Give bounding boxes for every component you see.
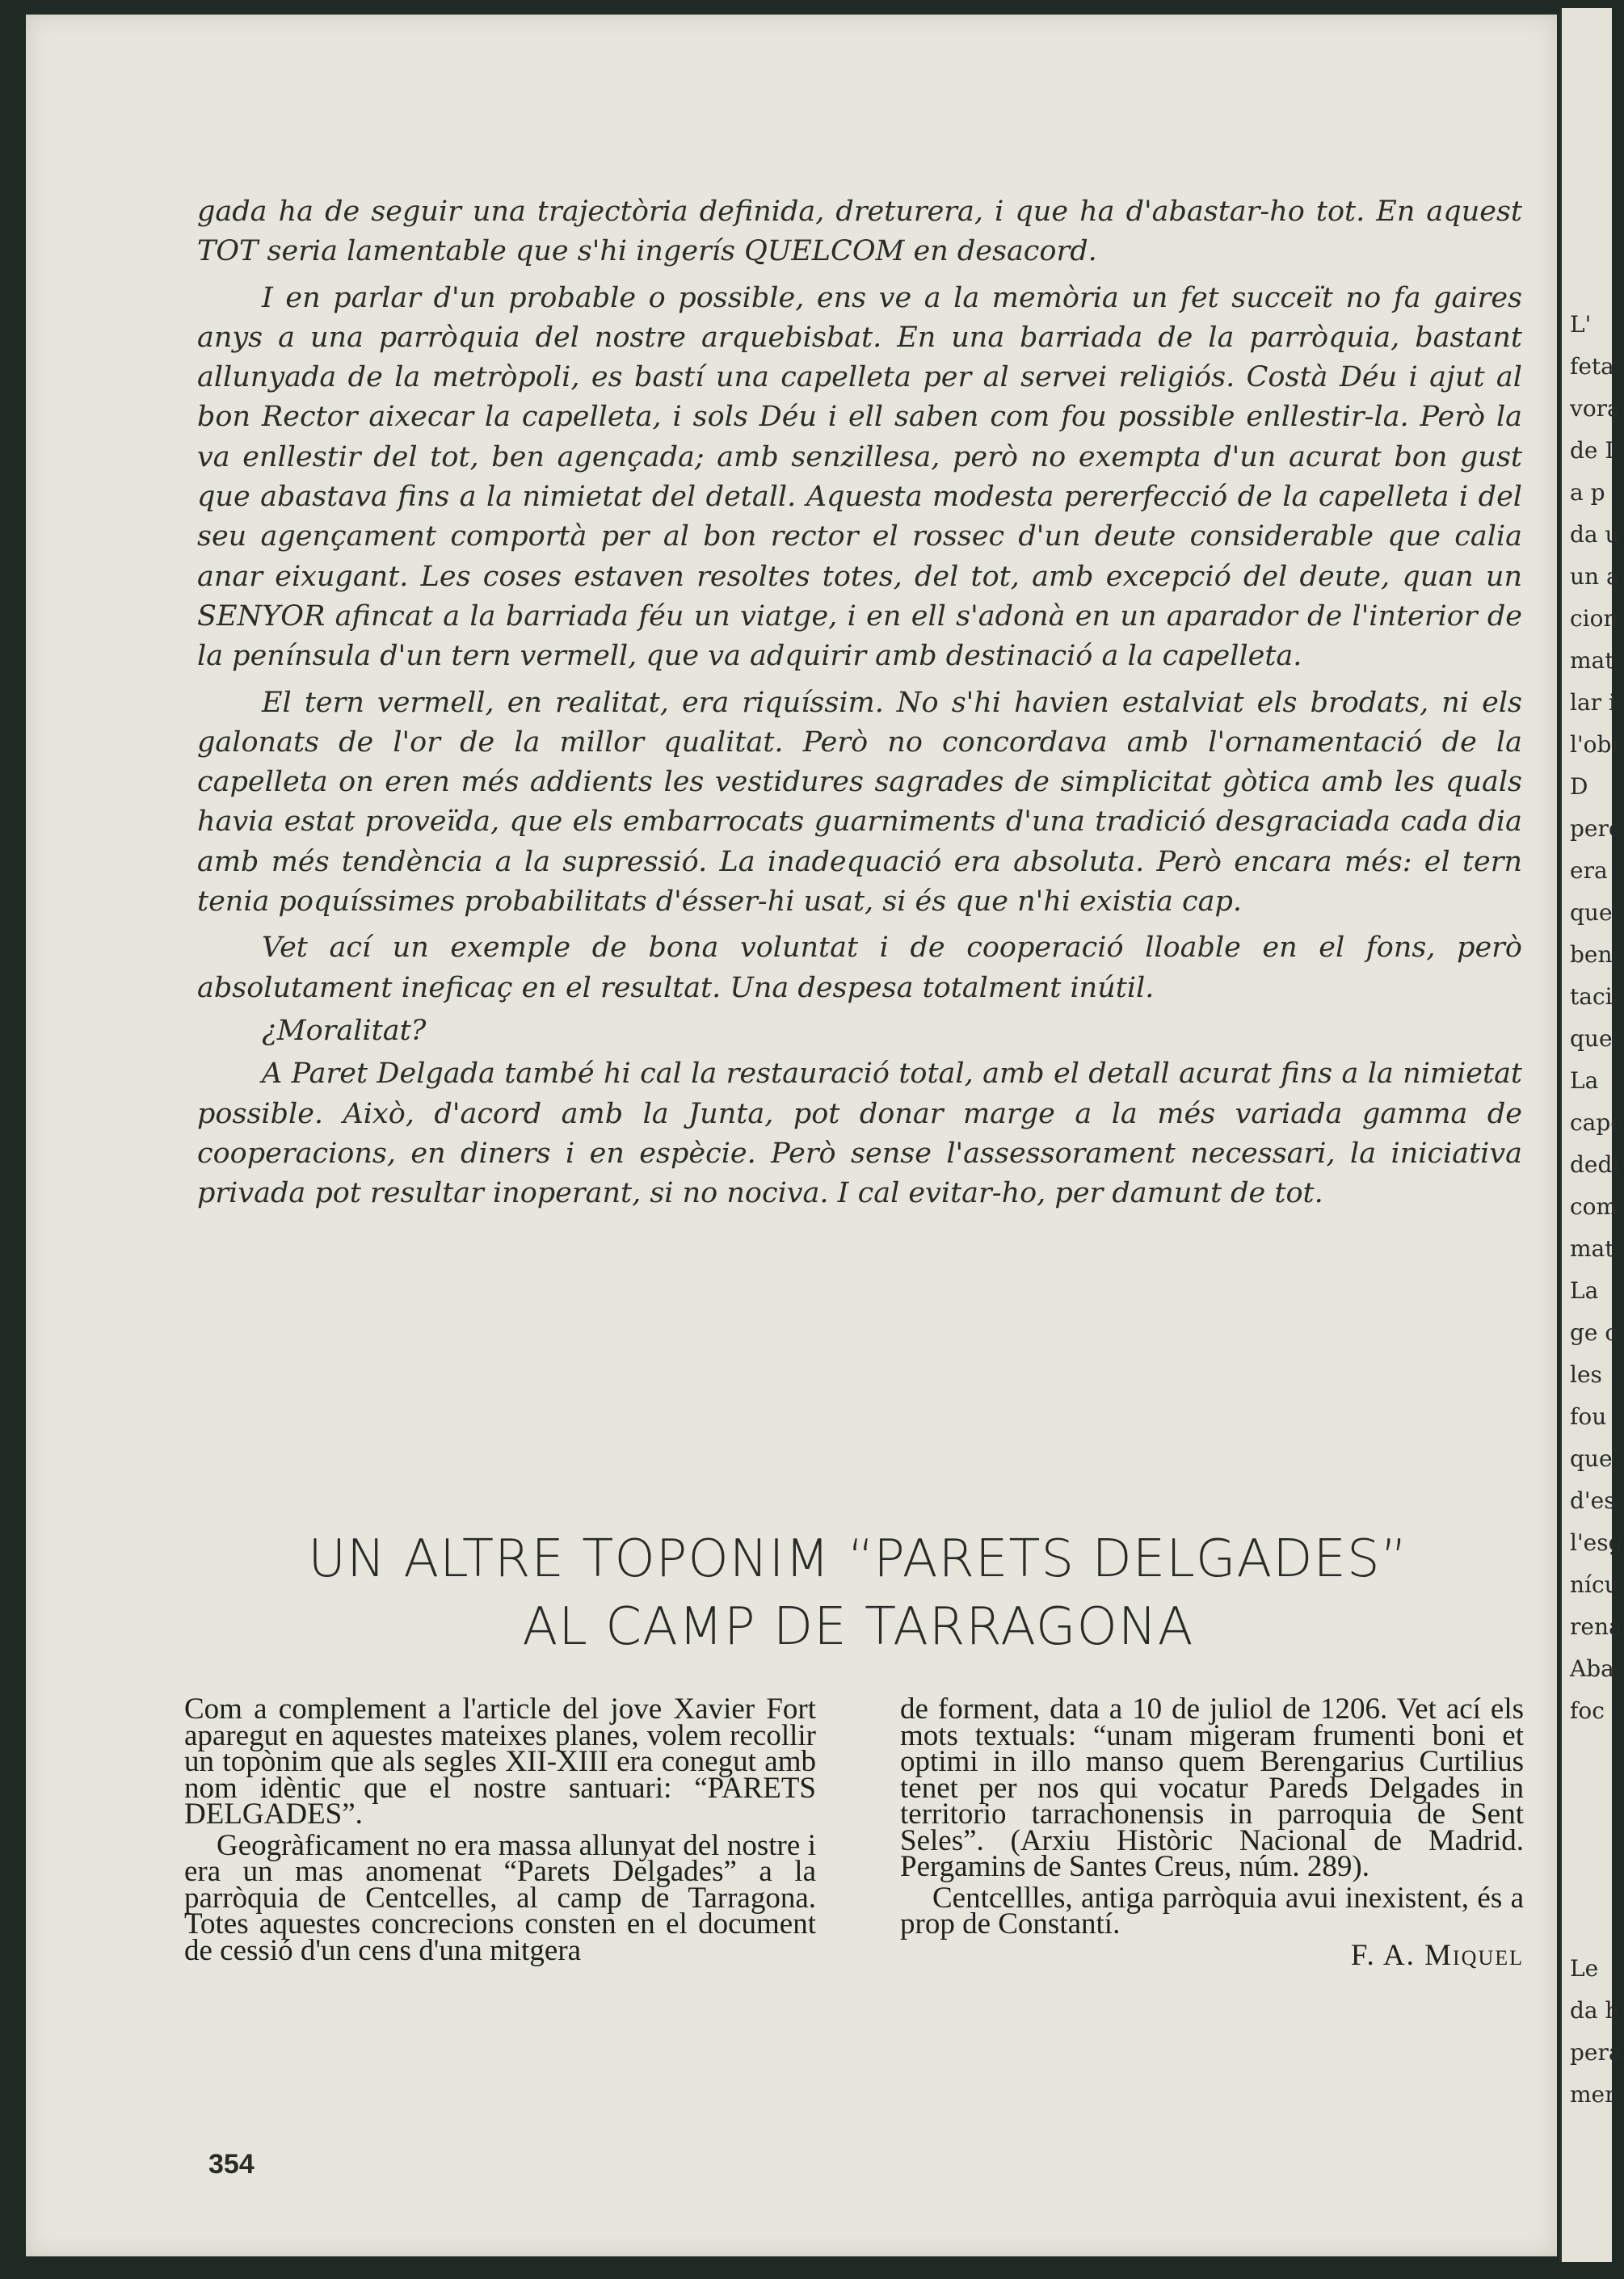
article-paragraph: gada ha de seguir una trajectòria definida, dreturera, i que ha d'abastar-ho tot. En aquest TOT seria lamentable que s'hi ingerís QUELCOM en desacord. bbox=[197, 196, 1522, 268]
article-paragraph: ¿Moralitat? bbox=[262, 1014, 427, 1047]
right-column bbox=[900, 1692, 1524, 1974]
edge-fragment: Le bbox=[1570, 1955, 1599, 1982]
edge-fragment: l'obr bbox=[1570, 731, 1622, 758]
section-title-line-1: UN ALTRE TOPONIM “PARETS DELGADES” bbox=[308, 1529, 1408, 1589]
edge-fragment: D bbox=[1570, 773, 1588, 800]
column-paragraph: de forment, data a 10 de juliol de 1206. Vet ací els mots textuals: “unam migeram frumenti boni et optimi in illo manso quem Berengarius Curtilius tenet per nos qui vocatur Pareds Delgades in territorio tarrachonensis in parroquia de Sent Seles”. (Arxiu Històric Nacional de Madrid. Pergamins de Santes Creus, núm. 289). bbox=[900, 1692, 1524, 1883]
edge-fragment: ben bbox=[1570, 941, 1613, 968]
magazine-page bbox=[26, 15, 1557, 2256]
edge-fragment: Aba bbox=[1570, 1655, 1614, 1682]
edge-fragment: da u bbox=[1570, 521, 1620, 548]
edge-fragment: dedi bbox=[1570, 1151, 1620, 1178]
edge-fragment: La bbox=[1570, 1067, 1599, 1094]
edge-fragment: les bbox=[1570, 1361, 1602, 1388]
edge-fragment: a p bbox=[1570, 479, 1605, 506]
edge-fragment: que bbox=[1570, 1025, 1613, 1052]
edge-fragment: perc bbox=[1570, 815, 1622, 842]
article-paragraph: Vet ací un exemple de bona voluntat i de cooperació lloable en el fons, però absolutament ineficaç en el resultat. Una despesa totalment inútil. bbox=[197, 931, 1522, 1004]
edge-fragment: ge c bbox=[1570, 1319, 1618, 1346]
edge-fragment: taci bbox=[1570, 983, 1613, 1010]
edge-fragment: pera bbox=[1570, 2039, 1622, 2066]
edge-fragment: que bbox=[1570, 899, 1613, 926]
author-signature: F. A. Miquel bbox=[1350, 1938, 1524, 1972]
section-title bbox=[147, 1525, 1569, 1661]
left-column bbox=[184, 1692, 816, 1969]
edge-fragment: cape bbox=[1570, 1109, 1624, 1136]
edge-fragment: de I bbox=[1570, 437, 1614, 464]
edge-fragment: l'esg bbox=[1570, 1529, 1623, 1556]
edge-fragment: La bbox=[1570, 1277, 1599, 1304]
adjacent-page-edge bbox=[1559, 8, 1624, 2262]
edge-fragment: era bbox=[1570, 857, 1608, 884]
edge-fragment: mat bbox=[1570, 1235, 1614, 1262]
edge-fragment: fou bbox=[1570, 1403, 1607, 1430]
edge-fragment: un a bbox=[1570, 563, 1620, 590]
edge-fragment: da h bbox=[1570, 1997, 1620, 2024]
column-paragraph: Com a complement a l'article del jove Xavier Fort aparegut en aquestes mateixes planes, volem recollir un topònim que als segles XII-XIII era conegut amb nom idèntic que el nostre santuari: “PARETS DELGADES”. bbox=[184, 1692, 816, 1831]
edge-fragment: foc bbox=[1570, 1697, 1605, 1724]
article-body bbox=[197, 192, 1522, 1220]
edge-fragment: lar i bbox=[1570, 689, 1616, 716]
edge-fragment: que bbox=[1570, 1445, 1613, 1472]
column-paragraph: Centcellles, antiga parròquia avui inexistent, és a prop de Constantí. bbox=[900, 1881, 1524, 1941]
article-paragraph: I en parlar d'un probable o possible, ens ve a la memòria un fet succeït no fa gaires anys a una parròquia del nostre arquebisbat. En una barriada de la parròquia, bastant allunyada de la metròpoli, es bastí una capelleta per al servei religiós. Costà Déu i ajut al bon Rector aixecar la capelleta, i sols Déu i ell saben com fou possible enllestir-la. Però la va enllestir del tot, ben agençada; amb senzillesa, però no exempta d'un acurat bon gust que abastava fins a la nimietat del detall. Aquesta modesta pererfecció de la capelleta i del seu agençament comportà per al bon rector el rossec d'un deute considerable que calia anar eixugant. Les coses estaven resoltes totes, del tot, amb excepció del deute, quan un SENYOR afincat a la barriada féu un viatge, i en ell s'adonà en un aparador de l'interior de la península d'un tern vermell, que va adquirir amb destinació a la capelleta. bbox=[197, 281, 1522, 673]
edge-fragment: rena bbox=[1570, 1613, 1622, 1640]
edge-fragment: mat bbox=[1570, 647, 1614, 674]
article-paragraph: El tern vermell, en realitat, era riquíssim. No s'hi havien estalviat els brodats, ni els galonats de l'or de la millor qualitat. Però no concordava amb l'ornamentació de la capelleta on eren més addients les vestidures sagrades de simplicitat gòtica amb les quals havia estat proveïda, que els embarrocats guarniments d'una tradició desgraciada cada dia amb més tendència a la supressió. La inadequació era absoluta. Però encara més: el tern tenia poquíssimes probabilitats d'ésser-hi usat, si és que n'hi existia cap. bbox=[197, 686, 1522, 919]
edge-fragment: mer bbox=[1570, 2081, 1616, 2108]
edge-fragment: feta bbox=[1570, 353, 1614, 380]
edge-fragment: com bbox=[1570, 1193, 1618, 1220]
edge-fragment: nícu bbox=[1570, 1571, 1619, 1598]
edge-fragment: vora bbox=[1570, 395, 1621, 422]
edge-fragment: d'es bbox=[1570, 1487, 1616, 1514]
article-paragraph: A Paret Delgada també hi cal la restauració total, amb el detall acurat fins a la nimietat possible. Això, d'acord amb la Junta, pot donar marge a la més variada gamma de cooperacions, en diners i en espècie. Però sense l'assessorament necessari, la iniciativa privada pot resultar inoperant, si no nociva. I cal evitar-ho, per damunt de tot. bbox=[197, 1058, 1522, 1210]
edge-fragment: cion bbox=[1570, 605, 1618, 632]
page-number: 354 bbox=[208, 2149, 255, 2180]
edge-fragment: L' bbox=[1570, 311, 1592, 338]
column-paragraph: Geogràficament no era massa allunyat del nostre i era un mas anomenat “Parets Delgades” a la parròquia de Centcelles, al camp de Tarragona. Totes aquestes concrecions consten en el document de cessió d'un cens d'una mitgera bbox=[184, 1828, 816, 1967]
section-title-line-2: AL CAMP DE TARRAGONA bbox=[522, 1597, 1194, 1657]
